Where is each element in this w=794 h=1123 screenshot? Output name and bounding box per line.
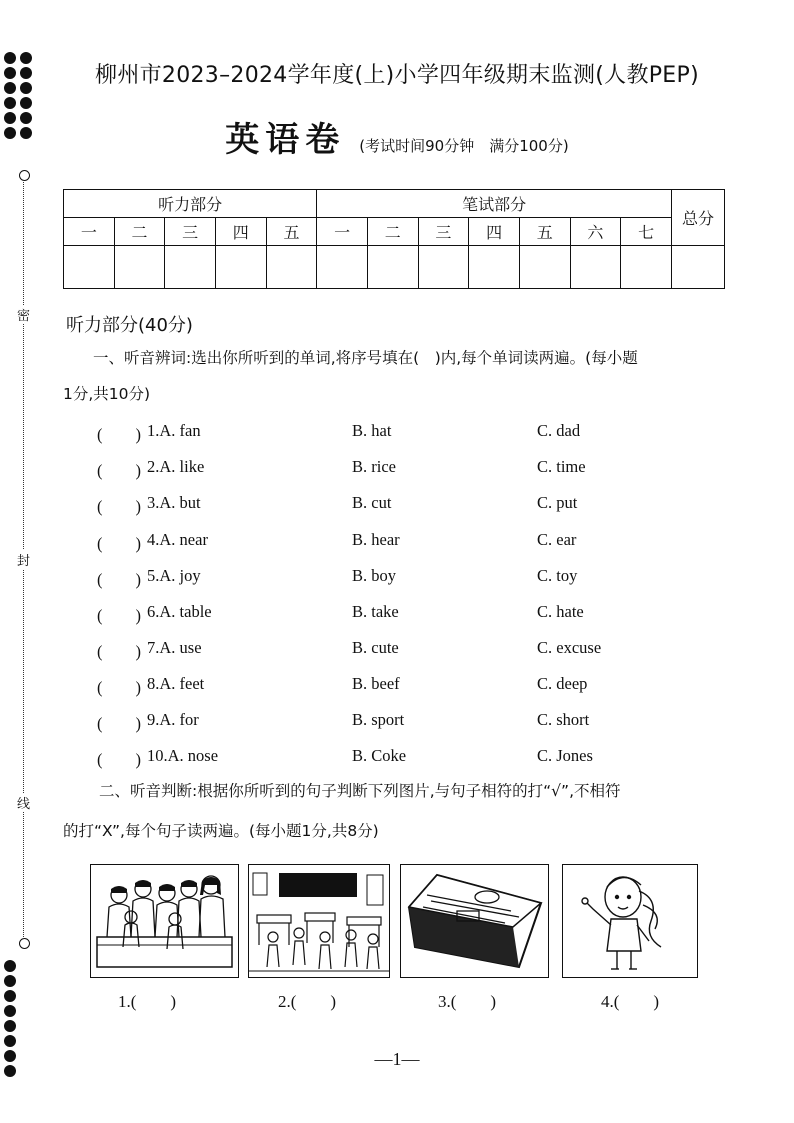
picture-pencil-case [400,864,549,978]
question-row [97,421,737,443]
option-c: C. excuse [537,638,602,657]
question-row [97,746,737,768]
score-col-l2: 二 [114,218,165,246]
answer-blank[interactable]: ( ) [97,642,141,661]
option-b: B. cut [352,493,392,512]
score-col-w4: 四 [469,218,520,246]
option-b: B. take [352,602,399,621]
option-a: 3.A. but [147,493,201,512]
question-row [97,674,737,696]
question-row [97,602,737,624]
binding-char-line: 线 [17,793,30,812]
question-row [97,457,737,479]
exam-title: 柳州市2023–2024学年度(上)小学四年级期末监测(人教PEP) [95,63,699,88]
picture-family [90,864,239,978]
option-c: C. Jones [537,746,593,765]
option-c: C. short [537,710,590,729]
question-row [97,566,737,588]
answer-blank[interactable]: ( ) [97,678,141,697]
score-col-w7: 七 [621,218,672,246]
answer-blank[interactable]: ( ) [97,497,141,516]
score-cell[interactable] [418,246,469,289]
question-row [97,530,737,552]
score-cell[interactable] [367,246,418,289]
part2-instruction: 二、听音判断:根据你所听到的句子判断下列图片,与句子相符的打“√”,不相符 [99,782,621,800]
pencil-case-illustration [401,865,548,977]
score-header-listening: 听力部分 [64,190,317,218]
option-a: 8.A. feet [147,674,205,693]
binding-margin [0,0,40,1123]
picture-answer-2[interactable]: 2.( ) [278,992,337,1011]
answer-blank[interactable]: ( ) [97,570,141,589]
picture-answer-4[interactable]: 4.( ) [601,992,660,1011]
option-a: 10.A. nose [147,746,219,765]
subject-title: 英语卷 [225,120,346,160]
score-cell[interactable] [621,246,672,289]
score-cell[interactable] [165,246,216,289]
score-col-w5: 五 [519,218,570,246]
subject-line [0,112,794,161]
exam-info: (考试时间90分钟 满分100分) [359,137,569,155]
option-a: 6.A. table [147,602,212,621]
score-table [63,189,725,289]
score-cell[interactable] [519,246,570,289]
option-a: 9.A. for [147,710,199,729]
score-cell-total[interactable] [672,246,725,289]
binding-circle-top [19,170,30,181]
girl-illustration [563,865,697,977]
score-cell[interactable] [64,246,115,289]
score-col-l3: 三 [165,218,216,246]
binding-char-close: 封 [17,550,30,569]
option-a: 7.A. use [147,638,202,657]
answer-blank[interactable]: ( ) [97,606,141,625]
binding-char-seal: 密 [17,305,30,324]
option-b: B. rice [352,457,396,476]
score-col-l5: 五 [266,218,317,246]
classroom-illustration [249,865,389,977]
option-c: C. toy [537,566,578,585]
score-cell[interactable] [317,246,368,289]
part1-instruction-cont: 1分,共10分) [63,385,151,403]
question-row [97,710,737,732]
score-cell[interactable] [469,246,520,289]
score-cell[interactable] [215,246,266,289]
option-b: B. cute [352,638,399,657]
option-b: B. beef [352,674,400,693]
picture-answer-3[interactable]: 3.( ) [438,992,497,1011]
answer-blank[interactable]: ( ) [97,461,141,480]
option-b: B. Coke [352,746,407,765]
score-col-w6: 六 [570,218,621,246]
option-a: 5.A. joy [147,566,201,585]
part2-instruction-cont: 的打“X”,每个句子读两遍。(每小题1分,共8分) [63,822,379,840]
answer-blank[interactable]: ( ) [97,750,141,769]
option-c: C. put [537,493,578,512]
picture-classroom [248,864,390,978]
score-cell[interactable] [266,246,317,289]
answer-blank[interactable]: ( ) [97,534,141,553]
option-a: 2.A. like [147,457,205,476]
score-cell[interactable] [114,246,165,289]
option-c: C. hate [537,602,584,621]
question-row [97,493,737,515]
answer-blank[interactable]: ( ) [97,714,141,733]
family-illustration [91,865,238,977]
score-cell[interactable] [570,246,621,289]
page-number: —1— [374,1049,420,1069]
option-a: 1.A. fan [147,421,201,440]
option-c: C. time [537,457,586,476]
picture-answer-1[interactable]: 1.( ) [118,992,177,1011]
score-col-w2: 二 [367,218,418,246]
score-col-w1: 一 [317,218,368,246]
score-col-l4: 四 [215,218,266,246]
picture-girl [562,864,698,978]
option-a: 4.A. near [147,530,208,549]
answer-blank[interactable]: ( ) [97,425,141,444]
option-b: B. sport [352,710,405,729]
option-c: C. ear [537,530,577,549]
option-c: C. dad [537,421,581,440]
option-b: B. boy [352,566,397,585]
score-header-total: 总分 [672,190,725,246]
score-col-w3: 三 [418,218,469,246]
binding-circle-bottom [19,938,30,949]
part1-instruction: 一、听音辨词:选出你所听到的单词,将序号填在( )内,每个单词读两遍。(每小题 [93,349,638,367]
score-col-l1: 一 [64,218,115,246]
question-row [97,638,737,660]
score-header-writing: 笔试部分 [317,190,672,218]
section-title: 听力部分(40分) [66,315,193,336]
option-c: C. deep [537,674,588,693]
option-b: B. hear [352,530,400,549]
option-b: B. hat [352,421,392,440]
